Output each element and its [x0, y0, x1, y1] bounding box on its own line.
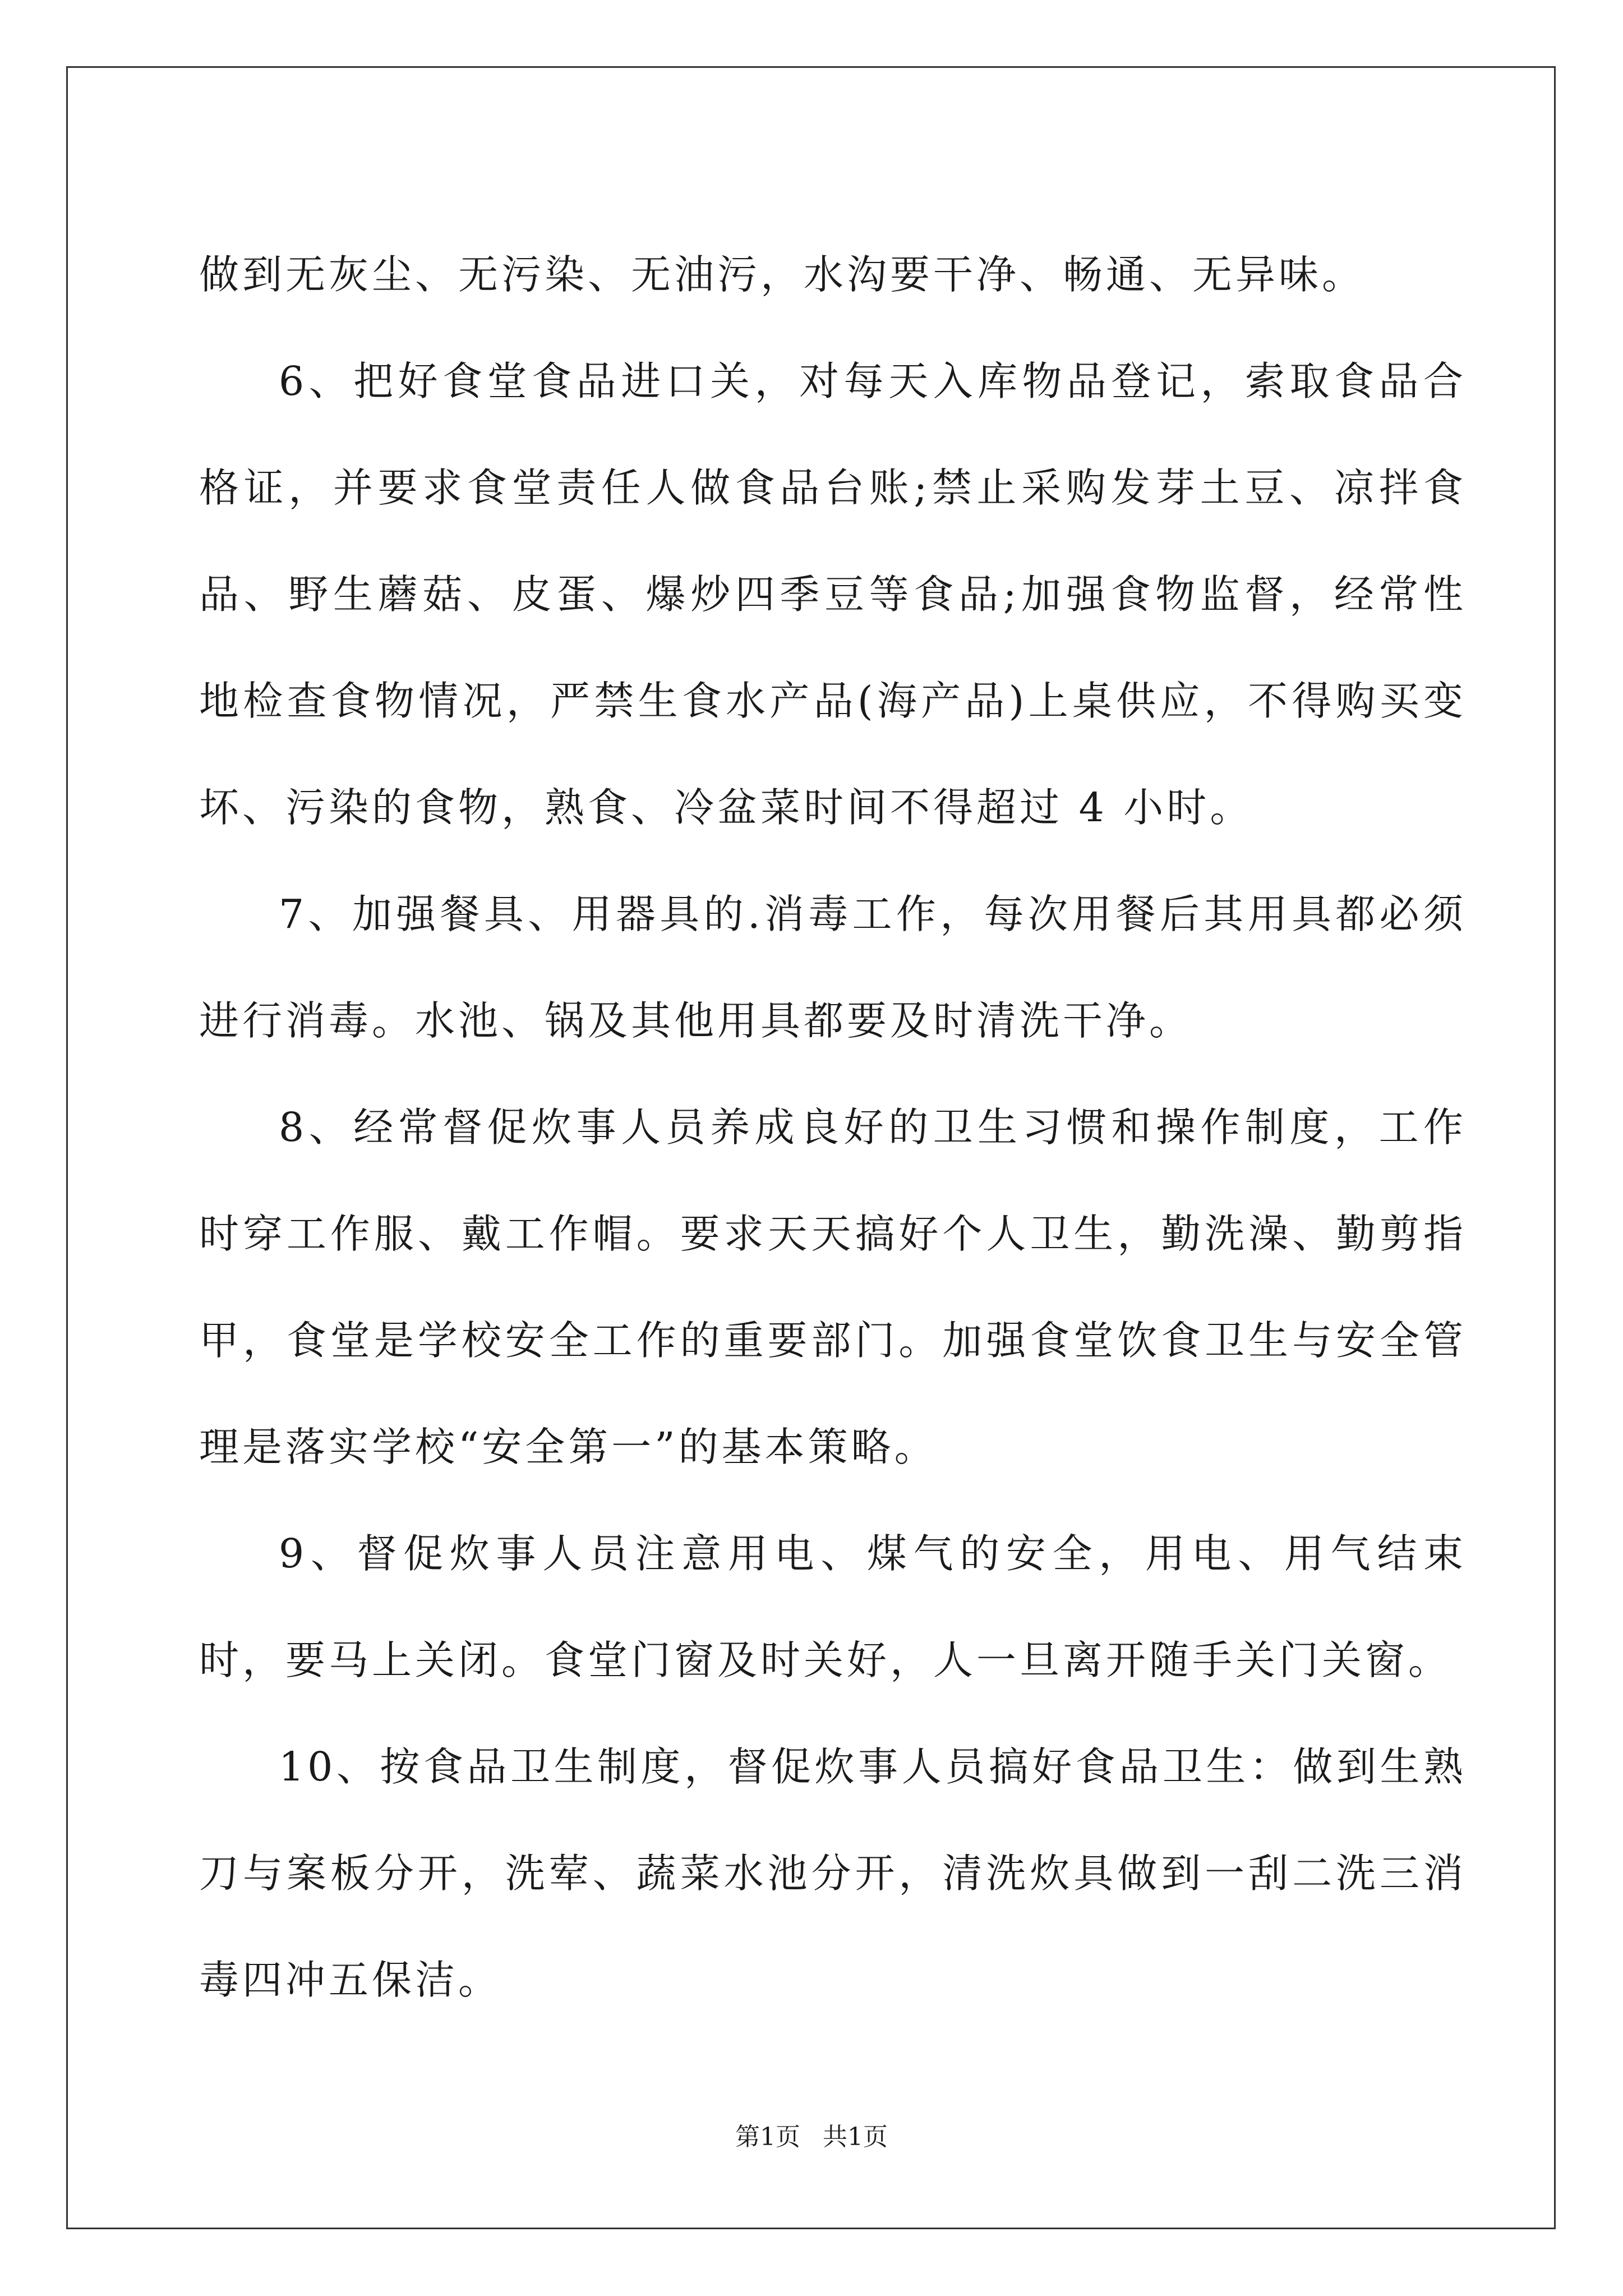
paragraph-1: 做到无灰尘、无污染、无油污，水沟要干净、畅通、无异味。 — [199, 251, 1366, 298]
paragraph-4: 8、经常督促炊事人员养成良好的卫生习惯和操作制度，工作时穿工作服、戴工作帽。要求天天搞好个人卫生，勤洗澡、勤剪指甲，食堂是学校安全工作的重要部门。加强食堂饮食卫生与安全管理是落实学校“安全第一”的基本策略。 — [199, 1104, 1467, 1470]
document-body — [199, 222, 1467, 2033]
page-number-total: 共1页 — [823, 2123, 888, 2151]
paragraph-6: 10、按食品卫生制度，督促炊事人员搞好食品卫生：做到生熟刀与案板分开，洗荤、蔬菜水池分开，清洗炊具做到一刮二洗三消毒四冲五保洁。 — [199, 1743, 1467, 2003]
page-number-current: 第1页 — [735, 2123, 800, 2151]
page-footer — [0, 2120, 1623, 2154]
paragraph-3: 7、加强餐具、用器具的.消毒工作，每次用餐后其用具都必须进行消毒。水池、锅及其他用具都要及时清洗干净。 — [199, 891, 1467, 1044]
paragraph-5: 9、督促炊事人员注意用电、煤气的安全，用电、用气结束时，要马上关闭。食堂门窗及时关好，人一旦离开随手关门关窗。 — [199, 1530, 1467, 1683]
paragraph-2: 6、把好食堂食品进口关，对每天入库物品登记，索取食品合格证，并要求食堂责任人做食品台账;禁止采购发芽土豆、凉拌食品、野生蘑菇、皮蛋、爆炒四季豆等食品;加强食物监督，经常性地检查食物情况，严禁生食水产品(海产品)上桌供应，不得购买变坏、污染的食物，熟食、冷盆菜时间不得超过 4 小时。 — [199, 358, 1467, 831]
